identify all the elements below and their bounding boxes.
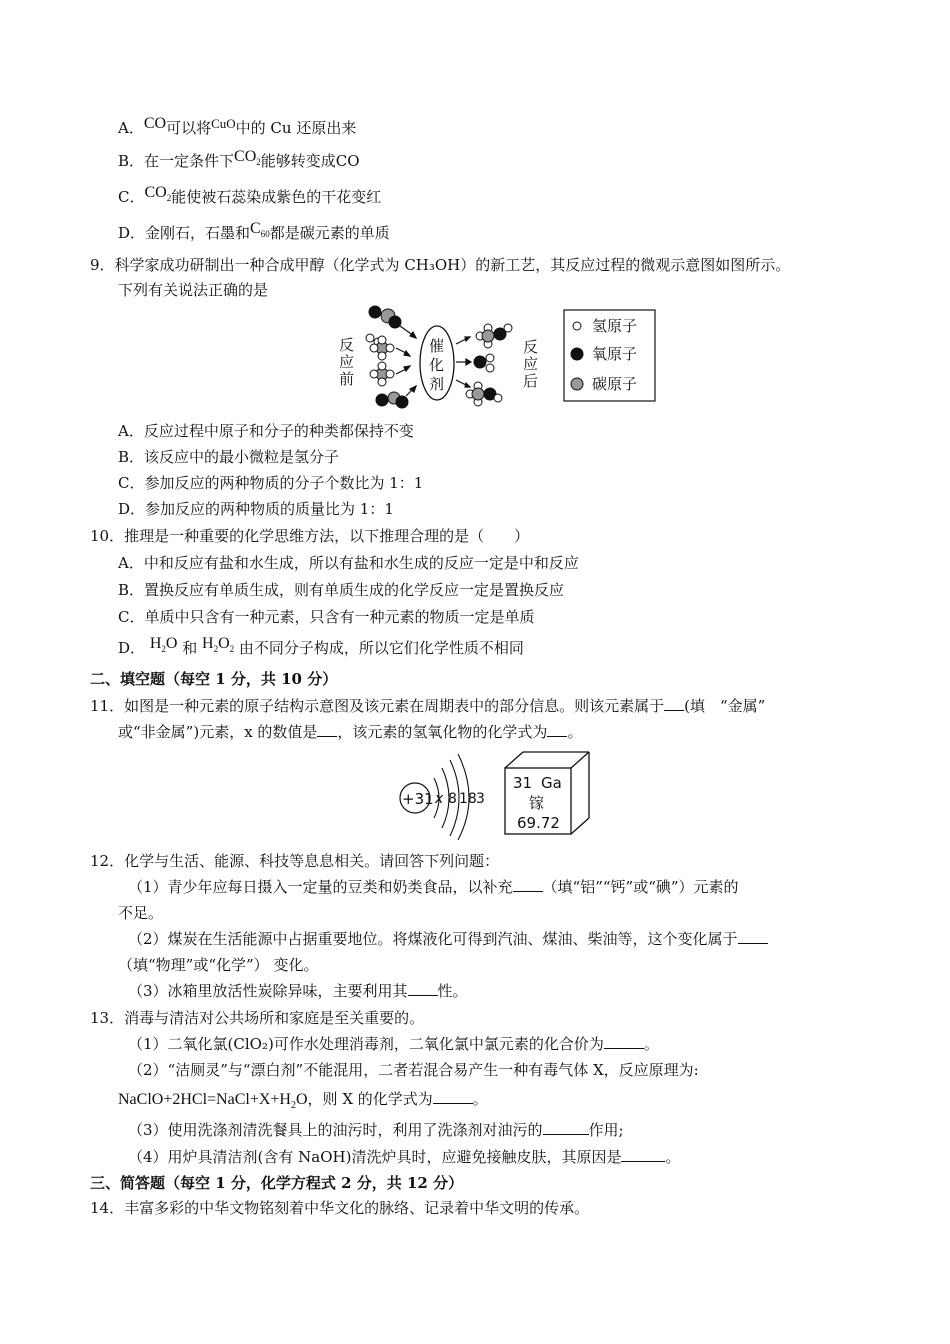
q9-option-c: C．参加反应的两种物质的分子个数比为 1：1 bbox=[118, 474, 424, 492]
q10-stem: 10．推理是一种重要的化学思维方法，以下推理合理的是（ ） bbox=[90, 527, 530, 545]
shell-2-electrons: 8 bbox=[448, 791, 457, 807]
q12-stem: 12．化学与生活、能源、科技等息息相关。请回答下列问题： bbox=[90, 852, 500, 870]
q13-part2: （2）“洁厕灵”与“漂白剂”不能混用，二者若混合易产生一种有毒气体 X，反应原理为: bbox=[128, 1061, 699, 1079]
q9-option-b: B．该反应中的最小微粒是氢分子 bbox=[118, 448, 340, 466]
answer-blank[interactable] bbox=[738, 929, 768, 944]
answer-blank[interactable] bbox=[433, 1089, 473, 1104]
atomic-structure-diagram bbox=[398, 752, 498, 840]
answer-blank[interactable] bbox=[621, 1147, 665, 1162]
answer-blank[interactable] bbox=[317, 722, 337, 737]
q8-option-d: D．金刚石，石墨和$C_{60}$都是碳元素的单质 bbox=[118, 220, 390, 242]
after-label-1: 反 bbox=[523, 338, 539, 356]
nucleus-charge: +31 bbox=[402, 790, 434, 808]
q12-part2-cont: （填“物理”或“化学”） 变化。 bbox=[118, 956, 319, 974]
legend-hydrogen: 氢原子 bbox=[592, 317, 638, 335]
q12-part3: （3）冰箱里放活性炭除异味，主要利用其 性。 bbox=[128, 982, 468, 1000]
catalyst-label-2: 化 bbox=[429, 356, 445, 374]
q8-option-b: B．在一定条件下$CO_2$能够转变成CO bbox=[118, 148, 360, 170]
shell-1-electrons: x bbox=[435, 791, 444, 807]
reaction-diagram bbox=[330, 298, 660, 416]
q13-part3: （3）使用洗涤剂清洗餐具上的油污时，利用了洗涤剂对油污的 作用; bbox=[128, 1121, 624, 1139]
q8-option-a: A．CO可以将CuO中的 Cu 还原出来 bbox=[118, 115, 357, 137]
catalyst-label-1: 催 bbox=[429, 337, 445, 355]
answer-blank[interactable] bbox=[543, 1120, 589, 1135]
catalyst-label-3: 剂 bbox=[429, 375, 445, 393]
periodic-table-cell bbox=[503, 750, 591, 838]
atomic-mass: 69.72 bbox=[517, 814, 560, 832]
shell-3-electrons: 18 bbox=[459, 791, 477, 807]
q8-option-c: C．$CO_2$能使被石蕊染成紫色的干花变红 bbox=[118, 184, 382, 206]
element-name: 镓 bbox=[529, 794, 545, 812]
q9-option-a: A．反应过程中原子和分子的种类都保持不变 bbox=[118, 422, 414, 440]
atomic-number: 31 bbox=[513, 774, 533, 792]
carbon-atom-icon bbox=[571, 378, 583, 390]
answer-blank[interactable] bbox=[513, 877, 543, 892]
co2-molecule-top bbox=[369, 306, 401, 328]
q13-part4: （4）用炉具清洁剂(含有 NaOH)清洗炉具时，应避免接触皮肤，其原因是 。 bbox=[128, 1148, 681, 1166]
before-label-1: 反 bbox=[339, 336, 355, 354]
answer-blank[interactable] bbox=[604, 1034, 644, 1049]
q14-stem: 14．丰富多彩的中华文物铭刻着中华文化的脉络、记录着中华文明的传承。 bbox=[90, 1199, 590, 1217]
section-2-heading: 二、填空题（每空 1 分，共 10 分） bbox=[90, 670, 338, 688]
q10-option-a: A．中和反应有盐和水生成，所以有盐和水生成的反应一定是中和反应 bbox=[118, 554, 579, 572]
element-symbol: Ga bbox=[541, 774, 562, 792]
before-label-2: 应 bbox=[339, 353, 355, 371]
water-molecule bbox=[474, 354, 494, 372]
q11-line1: 11．如图是一种元素的原子结构示意图及该元素在周期表中的部分信息。则该元素属于 (填 “金属” bbox=[90, 697, 766, 715]
after-label-2: 应 bbox=[523, 355, 539, 373]
q13-part1: （1）二氧化氯(ClO₂)可作水处理消毒剂，二氧化氯中氯元素的化合价为 。 bbox=[128, 1035, 659, 1053]
q12-part1: （1）青少年应每日摄入一定量的豆类和奶类食品，以补充 （填“铝”“钙”或“碘”）元素的 bbox=[128, 878, 739, 896]
legend-carbon: 碳原子 bbox=[592, 375, 638, 393]
methanol-molecule-bottom bbox=[466, 382, 502, 406]
h2-molecule-2 bbox=[370, 362, 394, 386]
section-3-heading: 三、简答题（每空 1 分，化学方程式 2 分，共 12 分） bbox=[90, 1174, 464, 1192]
q13-stem: 13．消毒与清洁对公共场所和家庭是至关重要的。 bbox=[90, 1009, 425, 1027]
q13-equation-line: $NaClO+2HCl=NaCl+X+H_2O$，则 X 的化学式为 。 bbox=[118, 1090, 488, 1112]
q10-option-d: D． $H_2O$ 和 $H_2O_2$ 由不同分子构成，所以它们化学性质不相同 bbox=[118, 635, 524, 657]
oxygen-atom-icon bbox=[571, 348, 583, 360]
hydrogen-atom-icon bbox=[573, 322, 581, 330]
after-label-3: 后 bbox=[523, 372, 539, 390]
q9-stem-line1: 9．科学家成功研制出一种合成甲醇（化学式为 CH₃OH）的新工艺，其反应过程的微观示意图如图所示。 bbox=[90, 256, 791, 274]
q11-line2: 或“非金属”)元素，x 的数值是 ，该元素的氢氧化物的化学式为 。 bbox=[118, 723, 583, 741]
q12-part2: （2）煤炭在生活能源中占据重要地位。将煤液化可得到汽油、煤油、柴油等，这个变化属于 bbox=[128, 929, 768, 949]
answer-blank[interactable] bbox=[664, 696, 684, 711]
shell-4-electrons: 3 bbox=[476, 791, 485, 807]
q10-option-b: B．置换反应有单质生成，则有单质生成的化学反应一定是置换反应 bbox=[118, 581, 565, 599]
q12-part1-cont: 不足。 bbox=[118, 904, 164, 922]
answer-blank[interactable] bbox=[547, 722, 567, 737]
h2-molecule-1 bbox=[366, 334, 394, 360]
legend-oxygen: 氧原子 bbox=[592, 345, 638, 363]
q10-option-c: C．单质中只含有一种元素，只含有一种元素的物质一定是单质 bbox=[118, 608, 535, 626]
co2-molecule-bottom bbox=[376, 392, 408, 408]
q9-option-d: D．参加反应的两种物质的质量比为 1：1 bbox=[118, 500, 394, 518]
before-label-3: 前 bbox=[339, 370, 355, 388]
q9-stem-line2: 下列有关说法正确的是 bbox=[118, 281, 269, 299]
answer-blank[interactable] bbox=[408, 981, 438, 996]
methanol-molecule-top bbox=[476, 324, 512, 348]
